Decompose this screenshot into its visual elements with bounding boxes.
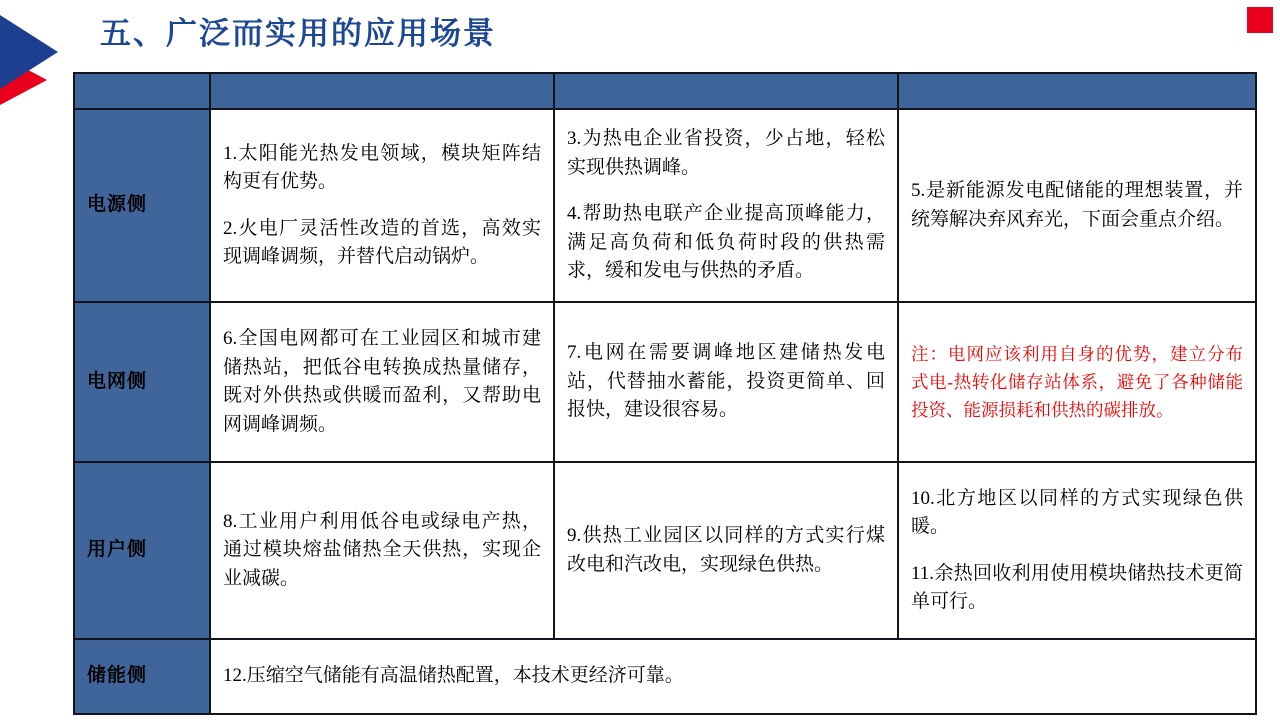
- table-cell: [898, 109, 1256, 302]
- cell-paragraph: 11.余热回收利用使用模块储热技术更简单可行。: [911, 562, 1243, 612]
- table-cell: [554, 302, 898, 462]
- table-header-strip: [74, 73, 1256, 109]
- cell-paragraph: 10.北方地区以同样的方式实现绿色供暖。: [911, 487, 1243, 537]
- table-cell: [898, 462, 1256, 639]
- header-strip-cell: [74, 73, 210, 109]
- cell-paragraph: 1.太阳能光热发电领域，模块矩阵结构更有优势。: [223, 142, 541, 192]
- note-paragraph: 注：电网应该利用自身的优势，建立分布式电-热转化储存站体系，避免了各种储能投资、能源损耗和供热的碳排放。: [911, 344, 1243, 420]
- table-cell: [554, 109, 898, 302]
- table-cell-note: [898, 302, 1256, 462]
- cell-paragraph: 4.帮助热电联产企业提高顶峰能力，满足高负荷和低负荷时段的供热需求，缓和发电与供热的矛盾。: [567, 203, 885, 282]
- cell-paragraph: 9.供热工业园区以同样的方式实行煤改电和汽改电，实现绿色供热。: [567, 525, 885, 575]
- row-header-power-side: 电源侧: [74, 109, 210, 302]
- slide-title: 五、广泛而实用的应用场景: [100, 16, 496, 51]
- table-row-grid-side: [74, 302, 1256, 462]
- cell-paragraph: 7.电网在需要调峰地区建储热发电站，代替抽水蓄能，投资更简单、回报快，建设很容易。: [567, 342, 885, 421]
- cell-paragraph: 8.工业用户利用低谷电或绿电产热，通过模块熔盐储热全天供热，实现企业减碳。: [223, 510, 541, 589]
- table-cell: [210, 302, 554, 462]
- table-cell: [554, 462, 898, 639]
- table-cell: [210, 462, 554, 639]
- cell-paragraph: 6.全国电网都可在工业园区和城市建储热站，把低谷电转换成热量储存，既对外供热或供暖而盈利，又帮助电网调峰调频。: [223, 328, 541, 435]
- row-header-user-side: 用户侧: [74, 462, 210, 639]
- cell-paragraph: 2.火电厂灵活性改造的首选，高效实现调峰调频，并替代启动锅炉。: [223, 217, 541, 267]
- header-strip-cell: [210, 73, 554, 109]
- header-strip-cell: [898, 73, 1256, 109]
- table-cell: [210, 639, 1256, 714]
- header-strip-cell: [554, 73, 898, 109]
- table-row-power-side: [74, 109, 1256, 302]
- cell-paragraph: 12.压缩空气储能有高温储热配置，本技术更经济可靠。: [223, 665, 684, 687]
- table-cell: [210, 109, 554, 302]
- cell-paragraph: 3.为热电企业省投资，少占地，轻松实现供热调峰。: [567, 128, 885, 178]
- row-header-grid-side: 电网侧: [74, 302, 210, 462]
- table-row-storage-side: [74, 639, 1256, 714]
- cell-paragraph: 5.是新能源发电配储能的理想装置，并统筹解决弃风弃光，下面会重点介绍。: [911, 180, 1243, 230]
- red-square-icon: [1247, 7, 1273, 33]
- row-header-storage-side: 储能侧: [74, 639, 210, 714]
- application-scenarios-table: [73, 72, 1257, 715]
- table-row-user-side: [74, 462, 1256, 639]
